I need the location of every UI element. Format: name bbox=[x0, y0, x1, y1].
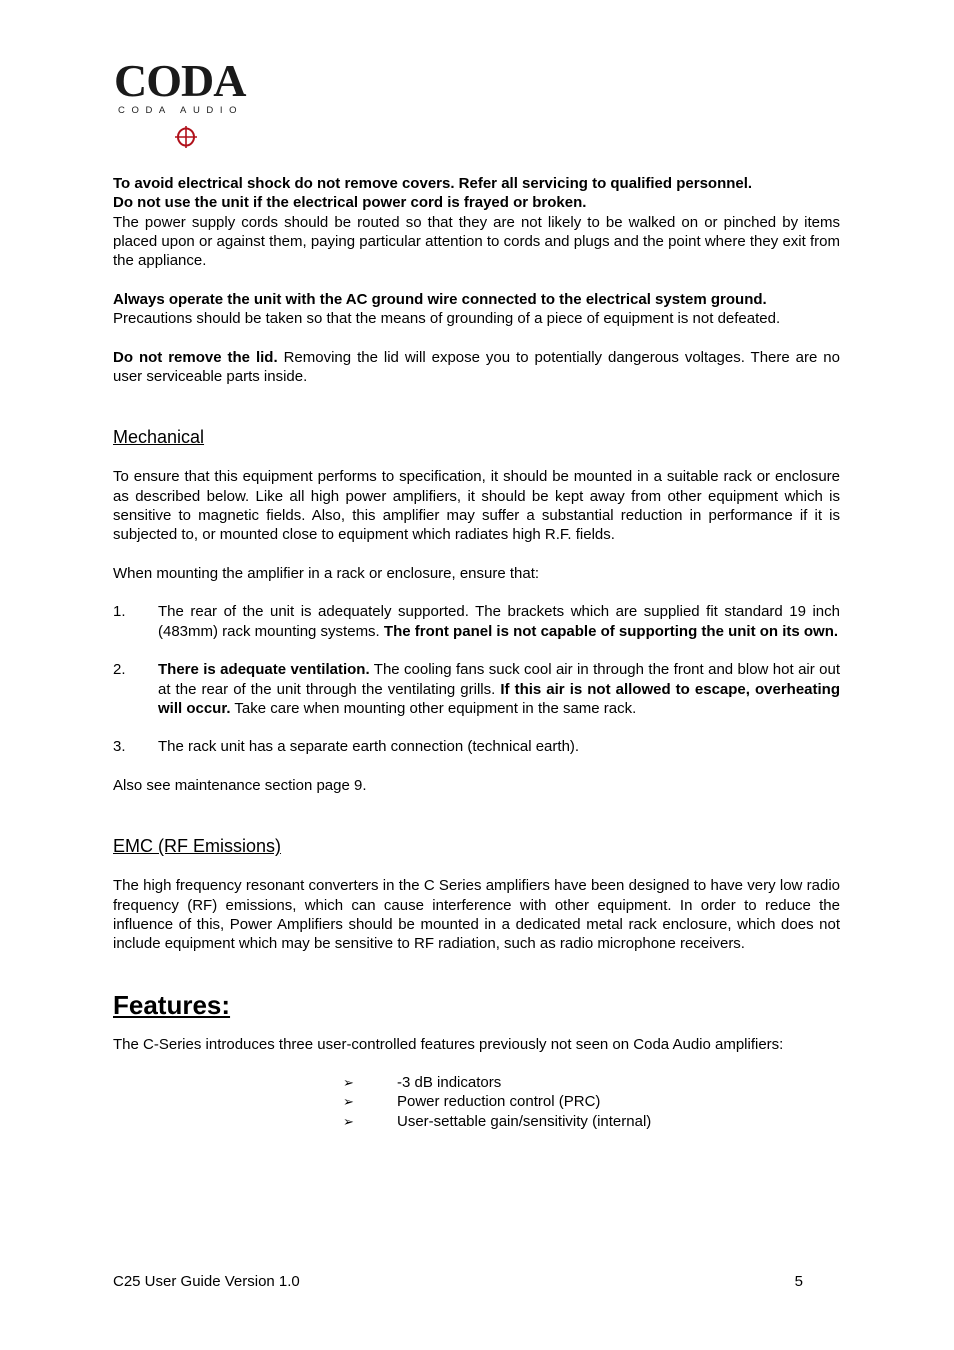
coda-logo bbox=[114, 55, 264, 116]
logo-subtitle: CODA AUDIO bbox=[118, 105, 244, 116]
page-content bbox=[113, 174, 840, 1131]
list-item: ➢ -3 dB indicators bbox=[343, 1074, 502, 1092]
arrow-bullet-icon: ➢ bbox=[343, 1094, 354, 1110]
mechanical-lead: When mounting the amplifier in a rack or enclosure, ensure that: bbox=[113, 564, 540, 582]
list-item: 1. The rear of the unit is adequately supported. The brackets which are supplied fit standard 19 inch (483mm) rack mounting systems. The front panel is not capable of supporting the unit on its own. bbox=[113, 603, 840, 640]
list-item: 2. There is adequate ventilation. The cooling fans suck cool air in through the front and blow hot air out at the rear of the unit through the ventilating grills. If this air is not allowed to escape, overheating will occur. Take care when mounting other equipment in the same rack. bbox=[113, 661, 841, 717]
page-footer bbox=[113, 1273, 803, 1290]
power-cords-paragraph: The power supply cords should be routed so that they are not likely to be walked on or pinched by items placed upon or against them, paying particular attention to cords and plugs and the point where they exit from the appliance. bbox=[113, 213, 840, 270]
ground-paragraph: Precautions should be taken so that the means of grounding of a piece of equipment is not defeated. bbox=[113, 310, 781, 328]
arrow-bullet-icon: ➢ bbox=[343, 1075, 354, 1091]
see-also-note: Also see maintenance section page 9. bbox=[113, 777, 367, 795]
list-item: ➢ User-settable gain/sensitivity (internal) bbox=[343, 1112, 652, 1130]
safety-warning-2: Do not use the unit if the electrical power cord is frayed or broken. bbox=[113, 194, 587, 212]
emc-paragraph: The high frequency resonant converters in the C Series amplifiers have been designed to have very low radio frequency (RF) emissions, which can cause interference with other equipment. In order to reduce the influence of this, Power Amplifiers should be mounted in a dedicated metal rack enclosure, which does not include equipment which may be sensitive to RF radiation, such as radio microphone receivers. bbox=[113, 877, 840, 953]
ground-warning: Always operate the unit with the AC ground wire connected to the electrical system ground. bbox=[113, 290, 767, 308]
list-item: 3. The rack unit has a separate earth connection (technical earth). bbox=[113, 738, 580, 756]
safety-warning-1: To avoid electrical shock do not remove covers. Refer all servicing to qualified personnel. bbox=[113, 175, 753, 192]
features-heading: Features: bbox=[113, 989, 231, 1020]
arrow-bullet-icon: ➢ bbox=[343, 1113, 354, 1129]
emc-heading: EMC (RF Emissions) bbox=[113, 836, 282, 857]
features-intro: The C-Series introduces three user-controlled features previously not seen on Coda Audio amplifiers: bbox=[113, 1035, 784, 1053]
list-item: ➢ Power reduction control (PRC) bbox=[343, 1093, 601, 1111]
page-number: 5 bbox=[794, 1273, 803, 1290]
footer-document-title: C25 User Guide Version 1.0 bbox=[113, 1273, 300, 1290]
lid-paragraph: Do not remove the lid. Removing the lid will expose you to potentially dangerous voltages. There are no user serviceable parts inside. bbox=[113, 348, 840, 385]
mechanical-intro: To ensure that this equipment performs to specification, it should be mounted in a suitable rack or enclosure as described below. Like all high power amplifiers, it should be kept away from other equipment which is sensitive to magnetic fields. Also, this amplifier may suffer a substantial reduction in performance if it is subjected to, or mounted close to equipment which radiates high R.F. fields. bbox=[113, 468, 840, 544]
coda-emblem-icon bbox=[174, 126, 198, 148]
logo-wordmark: CODA bbox=[114, 55, 246, 106]
features-list bbox=[343, 1073, 840, 1131]
mechanical-heading: Mechanical bbox=[113, 427, 205, 448]
